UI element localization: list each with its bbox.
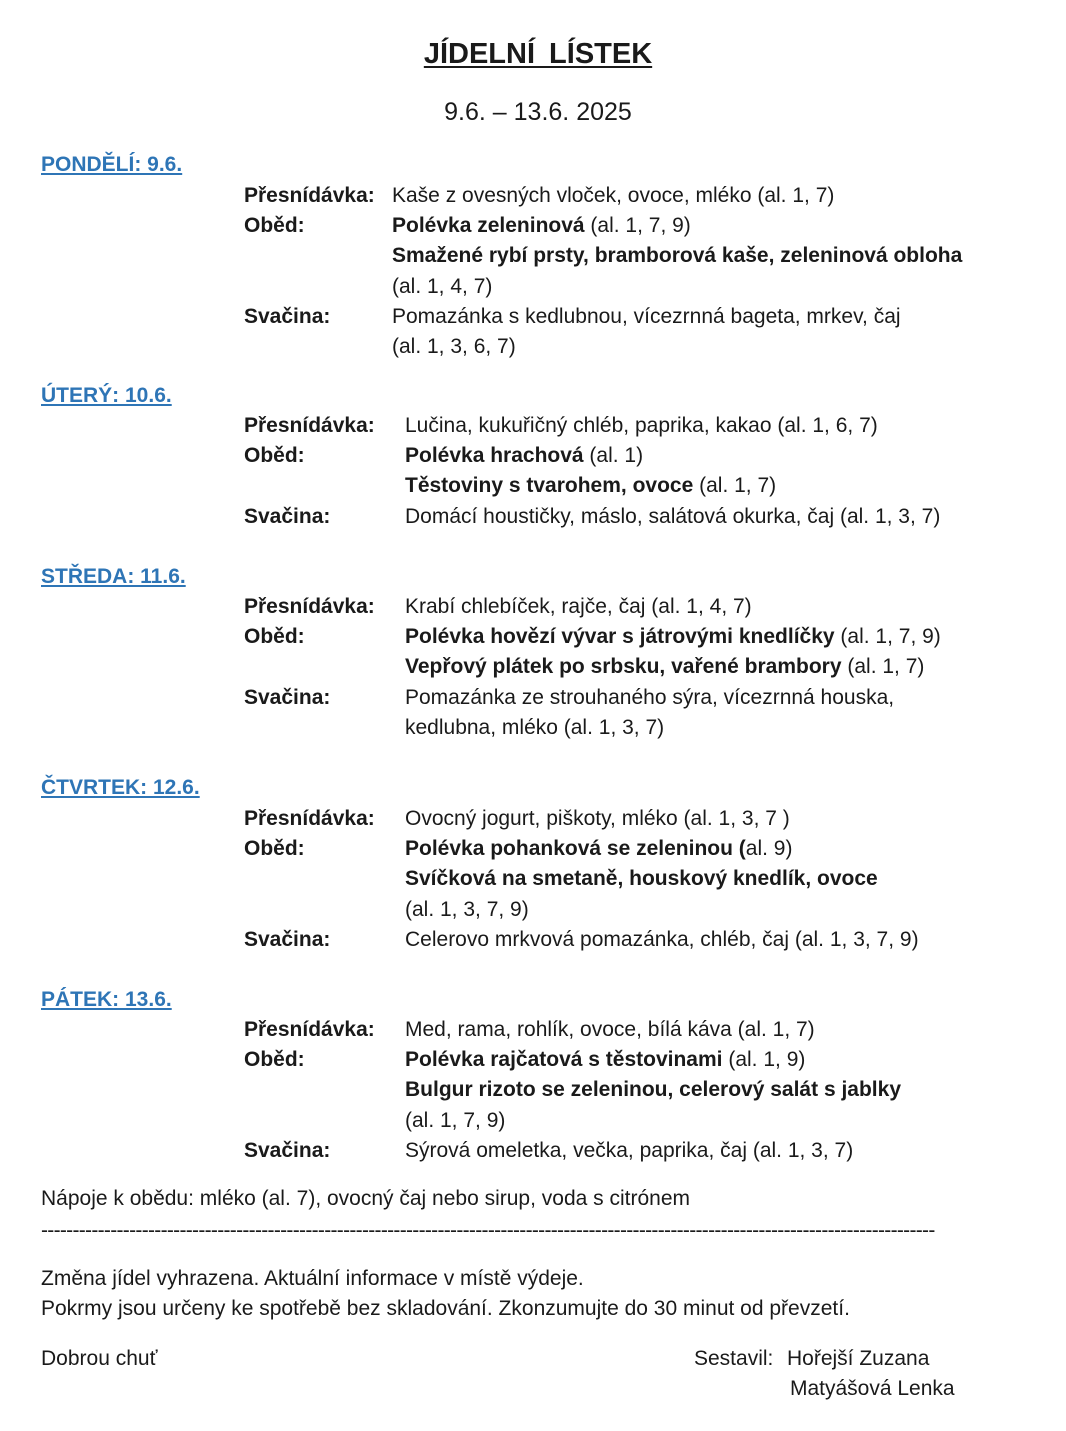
day-heading: STŘEDA: 11.6. (41, 565, 186, 588)
dish-name-bold: Smažené rybí prsty, bramborová kaše, zeleninová obloha (392, 244, 963, 268)
meal-text (392, 305, 901, 329)
dish-text: (al. 1, 3, 7, 9) (405, 897, 529, 921)
author-name-1: Hořejší Zuzana (787, 1347, 930, 1370)
meal-text (392, 184, 834, 208)
dish-name-bold: Polévka zeleninová (392, 214, 585, 238)
dish-text: (al. 1, 7) (693, 474, 777, 498)
dish-name-bold: Vepřový plátek po srbsku, vařené brambory (405, 655, 842, 679)
dish-text: Pomazánka ze strouhaného sýra, vícezrnná houska, (405, 685, 895, 709)
dish-text: (al. 1, 7, 9) (584, 214, 691, 238)
meal-text (405, 595, 752, 619)
meal-text (405, 444, 643, 468)
day-heading: PÁTEK: 13.6. (41, 988, 172, 1011)
dish-text: (al. 1, 4, 7) (392, 274, 493, 298)
meal-text (405, 505, 940, 529)
separator-line: ---------------------------------------------------------------------------------------------------------------------------------------------- (41, 1219, 935, 1242)
dish-name-bold: Svíčková na smetaně, houskový knedlík, ovoce (405, 867, 878, 891)
note-line-1: Změna jídel vyhrazena. Aktuální informace v místě výdeje. (41, 1267, 584, 1290)
dish-text: (al. 1, 3, 6, 7) (392, 335, 516, 358)
compiled-by-label: Sestavil: (694, 1347, 774, 1370)
dish-text: Celerovo mrkvová pomazánka, chléb, čaj (al. 1, 3, 7, 9) (405, 927, 919, 951)
dish-name-bold: Těstoviny s tvarohem, ovoce (405, 474, 694, 498)
meal-label: Oběd: (244, 214, 305, 238)
meal-text (405, 716, 664, 740)
meal-label: Svačina: (244, 504, 331, 528)
dish-text: Domácí houstičky, máslo, salátová okurka, čaj (al. 1, 3, 7) (405, 504, 941, 528)
day-heading: PONDĚLÍ: 9.6. (41, 153, 183, 176)
dish-name-bold: Polévka rajčatová s těstovinami (405, 1048, 723, 1072)
meal-label: Svačina: (244, 304, 331, 328)
dish-name-bold: Bulgur rizoto se zeleninou, celerový salát s jablky (405, 1078, 901, 1102)
note-line-2: Pokrmy jsou určeny ke spotřebě bez skladování. Zkonzumujte do 30 minut od převzetí. (41, 1297, 850, 1320)
greeting: Dobrou chuť (41, 1347, 158, 1370)
meal-text (405, 867, 878, 891)
meal-text (405, 1018, 815, 1042)
meal-text (405, 655, 924, 679)
day-heading: ČTVRTEK: 12.6. (41, 776, 200, 799)
dish-name-bold: Polévka pohanková se zeleninou ( (405, 837, 746, 861)
dish-text: kedlubna, mléko (al. 1, 3, 7) (405, 715, 665, 739)
author-name-2: Matyášová Lenka (790, 1377, 955, 1400)
meal-text (405, 807, 790, 831)
meal-text (405, 1109, 505, 1133)
meal-text (405, 414, 878, 438)
meal-label: Svačina: (244, 927, 331, 951)
meal-label: Oběd: (244, 1048, 305, 1072)
meal-label: Přesnídávka: (244, 1018, 375, 1041)
dish-text: Kaše z ovesných vloček, ovoce, mléko (al. 1, 7) (392, 184, 835, 207)
dish-name-bold: Polévka hrachová (405, 444, 584, 468)
meal-label: Přesnídávka: (244, 595, 375, 618)
meal-label: Oběd: (244, 444, 305, 468)
meal-text (405, 1139, 853, 1163)
dish-text: al. 9) (745, 837, 793, 861)
drinks-note: Nápoje k obědu: mléko (al. 7), ovocný čaj nebo sirup, voda s citrónem (41, 1187, 691, 1210)
meal-text (392, 335, 516, 359)
meal-label: Oběd: (244, 837, 305, 861)
dish-text: Lučina, kukuřičný chléb, paprika, kakao (al. 1, 6, 7) (405, 414, 878, 437)
meal-label: Svačina: (244, 1138, 331, 1162)
meal-text (405, 928, 919, 952)
dish-text: (al. 1, 7) (841, 655, 925, 679)
meal-text (405, 898, 529, 922)
dish-text: Ovocný jogurt, piškoty, mléko (al. 1, 3, 7 ) (405, 807, 790, 830)
meal-label: Oběd: (244, 625, 305, 649)
meal-text (392, 214, 691, 238)
meal-text (405, 1048, 805, 1072)
meal-text (392, 244, 962, 268)
dish-text: Pomazánka s kedlubnou, vícezrnná bageta, mrkev, čaj (392, 304, 901, 328)
dish-text: (al. 1) (583, 444, 644, 468)
meal-label: Přesnídávka: (244, 414, 375, 437)
meal-label: Přesnídávka: (244, 184, 375, 207)
dish-text: Sýrová omeletka, večka, paprika, čaj (al. 1, 3, 7) (405, 1138, 854, 1162)
meal-text (405, 1078, 901, 1102)
meal-text (405, 686, 894, 710)
meal-label: Svačina: (244, 685, 331, 709)
dish-text: Krabí chlebíček, rajče, čaj (al. 1, 4, 7) (405, 595, 752, 618)
meal-text (392, 275, 492, 299)
dish-text: (al. 1, 9) (722, 1048, 806, 1072)
day-heading: ÚTERÝ: 10.6. (41, 384, 172, 407)
dish-name-bold: Polévka hovězí vývar s játrovými knedlíčky (405, 625, 835, 649)
meal-text (405, 837, 792, 861)
page-title: JÍDELNÍ LÍSTEK (423, 38, 653, 70)
meal-label: Přesnídávka: (244, 807, 375, 830)
dish-text: (al. 1, 7, 9) (405, 1108, 506, 1132)
dish-text: (al. 1, 7, 9) (834, 625, 941, 649)
meal-text (405, 474, 776, 498)
meal-text (405, 625, 941, 649)
date-range: 9.6. – 13.6. 2025 (444, 98, 632, 126)
dish-text: Med, rama, rohlík, ovoce, bílá káva (al. 1, 7) (405, 1018, 815, 1041)
